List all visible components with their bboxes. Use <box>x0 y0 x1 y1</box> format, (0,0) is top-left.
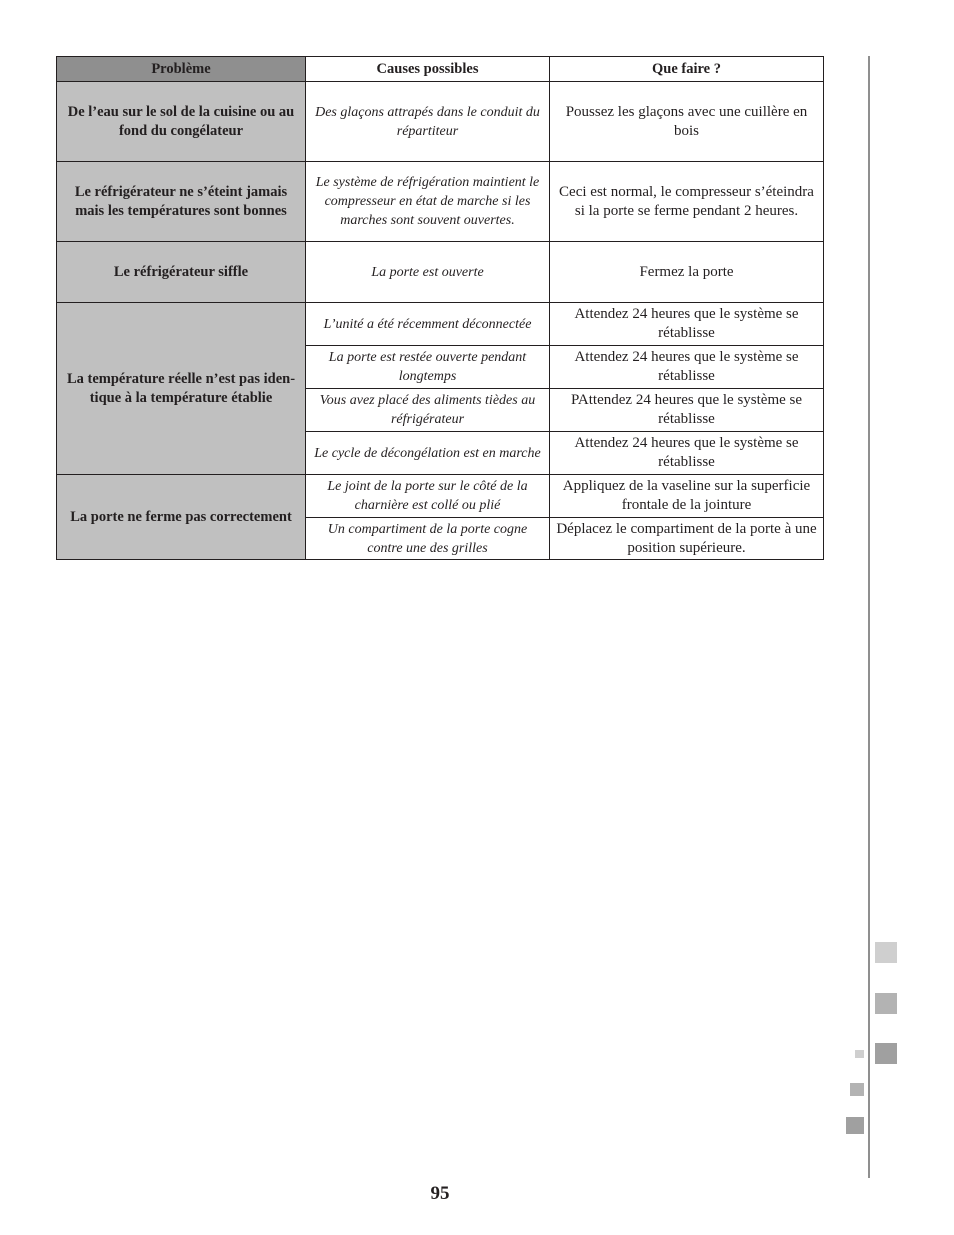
cause-cell: La porte est restée ouverte pendant longtemps <box>306 346 550 389</box>
table-row <box>57 303 824 346</box>
cause-cell: Vous avez placé des aliments tièdes au réfrigérateur <box>306 389 550 432</box>
troubleshooting-table <box>56 56 824 560</box>
action-cell: Poussez les glaçons avec une cuillère en bois <box>550 82 824 162</box>
action-cell: Attendez 24 heures que le système se rétablisse <box>550 303 824 346</box>
problem-cell: De l’eau sur le sol de la cuisine ou au fond du congélateur <box>57 82 306 162</box>
action-cell: Fermez la porte <box>550 242 824 303</box>
cause-cell: Le cycle de décongélation est en marche <box>306 432 550 475</box>
margin-rule <box>868 56 870 1178</box>
section-marker-small <box>855 1050 864 1058</box>
section-marker-current <box>875 1043 897 1064</box>
cause-cell: Le joint de la porte sur le côté de la charnière est collé ou plié <box>306 475 550 518</box>
cause-cell: Des glaçons attrapés dans le conduit du répartiteur <box>306 82 550 162</box>
problem-cell: Le réfrigérateur ne s’éteint jamais mais les températures sont bonnes <box>57 162 306 242</box>
cause-cell: Un compartiment de la porte cogne contre une des grilles <box>306 518 550 560</box>
cause-cell: La porte est ouverte <box>306 242 550 303</box>
table-row <box>57 82 824 162</box>
section-marker-small <box>850 1083 864 1096</box>
action-cell: PAttendez 24 heures que le système se rétablisse <box>550 389 824 432</box>
header-causes: Causes possibles <box>306 57 550 82</box>
table-header-row <box>57 57 824 82</box>
section-marker-small <box>846 1117 864 1134</box>
table-row <box>57 475 824 518</box>
header-problem: Problème <box>57 57 306 82</box>
page-number: 95 <box>430 1183 450 1204</box>
header-actions: Que faire ? <box>550 57 824 82</box>
action-cell: Déplacez le compartiment de la porte à une position supérieure. <box>550 518 824 560</box>
problem-cell: La porte ne ferme pas correctement <box>57 475 306 560</box>
action-cell: Attendez 24 heures que le système se rétablisse <box>550 346 824 389</box>
section-marker <box>875 993 897 1014</box>
cause-cell: L’unité a été récemment déconnectée <box>306 303 550 346</box>
problem-cell: Le réfrigérateur siffle <box>57 242 306 303</box>
action-cell: Appliquez de la vaseline sur la superficie frontale de la jointure <box>550 475 824 518</box>
table-row <box>57 242 824 303</box>
section-marker <box>875 942 897 963</box>
action-cell: Ceci est normal, le compresseur s’éteindra si la porte se ferme pendant 2 heures. <box>550 162 824 242</box>
action-cell: Attendez 24 heures que le système se rétablisse <box>550 432 824 475</box>
problem-cell: La température réelle n’est pas iden-tique à la température établie <box>57 303 306 475</box>
table-row <box>57 162 824 242</box>
cause-cell: Le système de réfrigération maintient le compresseur en état de marche si les marches sont souvent ouvertes. <box>306 162 550 242</box>
